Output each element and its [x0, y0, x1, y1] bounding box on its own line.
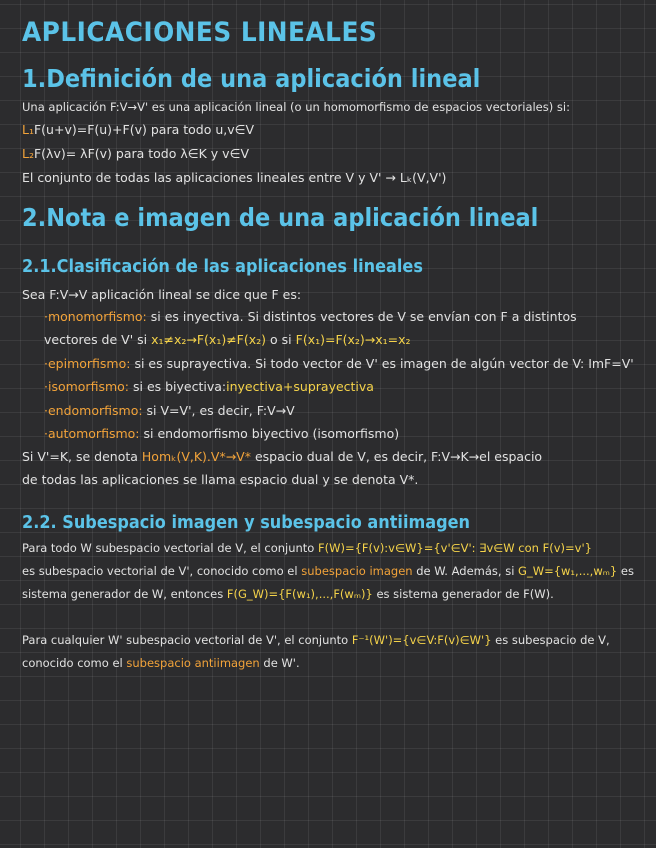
- monomorfismo-term: ·monomorfismo:: [44, 309, 147, 324]
- subespacio-antiimagen-term: subespacio antiimagen: [126, 656, 260, 670]
- isomorfismo-text-a: si es biyectiva:: [132, 379, 227, 394]
- image-subspace-line-3: [22, 587, 554, 601]
- image-subspace-text-2e: es: [620, 564, 634, 578]
- epimorfismo-text: si es suprayectiva. Si todo vector de V' es imagen de algún vector de V: ImF=V': [134, 356, 634, 371]
- dual-space-hom: Homₖ(V,K).V*→V*: [141, 449, 251, 464]
- section-2-1-heading: 2.1.Clasificación de las aplicaciones lineales: [22, 257, 423, 277]
- image-subspace-text-2a: es subespacio vectorial de V', conocido como el: [22, 564, 298, 578]
- property-l1: [22, 122, 254, 137]
- isomorfismo-text-b: inyectiva+suprayectiva: [226, 379, 374, 394]
- classification-intro-text: Sea F:V→V aplicación lineal se dice que F es:: [22, 287, 302, 302]
- dual-space-line: [22, 449, 542, 464]
- image-subspace-line-1: [22, 541, 592, 555]
- section-2-heading: 2.Nota e imagen de una aplicación lineal: [22, 203, 539, 232]
- antiimage-line-2: [22, 656, 300, 670]
- dual-space-text-a: Si V'=K, se denota: [22, 449, 138, 464]
- section-1-heading: 1.Definición de una aplicación lineal: [22, 64, 481, 93]
- definition-text: Una aplicación F:V→V' es una aplicación lineal (o un homomorfismo de espacios vectoriales) si:: [22, 100, 570, 114]
- image-subspace-text-2c: de W. Además, si: [416, 564, 515, 578]
- monomorfismo-text-2a: vectores de V' si: [44, 332, 148, 347]
- image-subspace-formula: F(W)={F(v):v∈W}={v'∈V': ∃v∈W con F(v)=v'}: [318, 541, 592, 555]
- image-subspace-text-3a: sistema generador de W, entonces: [22, 587, 224, 601]
- definition-line: [22, 100, 570, 114]
- antiimage-text-2c: de W'.: [263, 656, 300, 670]
- endomorfismo-line: [44, 403, 295, 418]
- monomorfismo-line-2: [44, 332, 411, 347]
- monomorfismo-line: [44, 309, 577, 324]
- endomorfismo-term: ·endomorfismo:: [44, 403, 143, 418]
- isomorfismo-term: ·isomorfismo:: [44, 379, 129, 394]
- monomorfismo-text-2c: o si: [270, 332, 292, 347]
- property-l2: [22, 146, 249, 161]
- property-l1-mark: L₁: [22, 122, 34, 137]
- dual-space-text-c: espacio dual de V, es decir, F:V→K→el espacio: [254, 449, 543, 464]
- image-generator-formula: F(G_W)={F(w₁),...,F(wₘ)}: [226, 587, 373, 601]
- linear-maps-set-line: [22, 170, 446, 185]
- antiimage-text-2a: conocido como el: [22, 656, 123, 670]
- image-subspace-line-2: [22, 564, 634, 578]
- automorfismo-term: ·automorfismo:: [44, 426, 140, 441]
- section-2-2-heading: 2.2. Subespacio imagen y subespacio antiimagen: [22, 513, 471, 533]
- antiimage-text-c: es subespacio de V,: [495, 633, 610, 647]
- automorfismo-text: si endomorfismo biyectivo (isomorfismo): [143, 426, 400, 441]
- classification-intro: [22, 287, 301, 302]
- antiimage-line-1: [22, 633, 610, 647]
- page-title: APLICACIONES LINEALES: [22, 17, 378, 48]
- endomorfismo-text: si V=V', es decir, F:V→V: [146, 403, 295, 418]
- isomorfismo-line: [44, 379, 374, 394]
- dual-space-line-2: [22, 472, 418, 487]
- linear-maps-set-text: El conjunto de todas las aplicaciones lineales entre V y V' → Lₖ(V,V'): [22, 170, 447, 185]
- property-l2-text: F(λv)= λF(v) para todo λ∈K y v∈V: [33, 146, 250, 161]
- injective-condition: x₁≠x₂→F(x₁)≠F(x₂): [151, 332, 267, 347]
- monomorfismo-text: si es inyectiva. Si distintos vectores de V se envían con F a distintos: [150, 309, 577, 324]
- image-subspace-text-a: Para todo W subespacio vectorial de V, el conjunto: [22, 541, 315, 555]
- property-l1-text: F(u+v)=F(u)+F(v) para todo u,v∈V: [33, 122, 255, 137]
- image-subspace-text-3c: es sistema generador de F(W).: [376, 587, 554, 601]
- antiimage-formula: F⁻¹(W')={v∈V:F(v)∈W'}: [351, 633, 492, 647]
- antiimage-text-a: Para cualquier W' subespacio vectorial de V', el conjunto: [22, 633, 349, 647]
- injective-condition-alt: F(x₁)=F(x₂)→x₁=x₂: [295, 332, 411, 347]
- generator-set-formula: G_W={w₁,...,wₘ}: [518, 564, 618, 578]
- epimorfismo-line: [44, 356, 634, 371]
- epimorfismo-term: ·epimorfismo:: [44, 356, 131, 371]
- property-l2-mark: L₂: [22, 146, 34, 161]
- subespacio-imagen-term: subespacio imagen: [301, 564, 413, 578]
- dual-space-text-2: de todas las aplicaciones se llama espacio dual y se denota V*.: [22, 472, 419, 487]
- automorfismo-line: [44, 426, 399, 441]
